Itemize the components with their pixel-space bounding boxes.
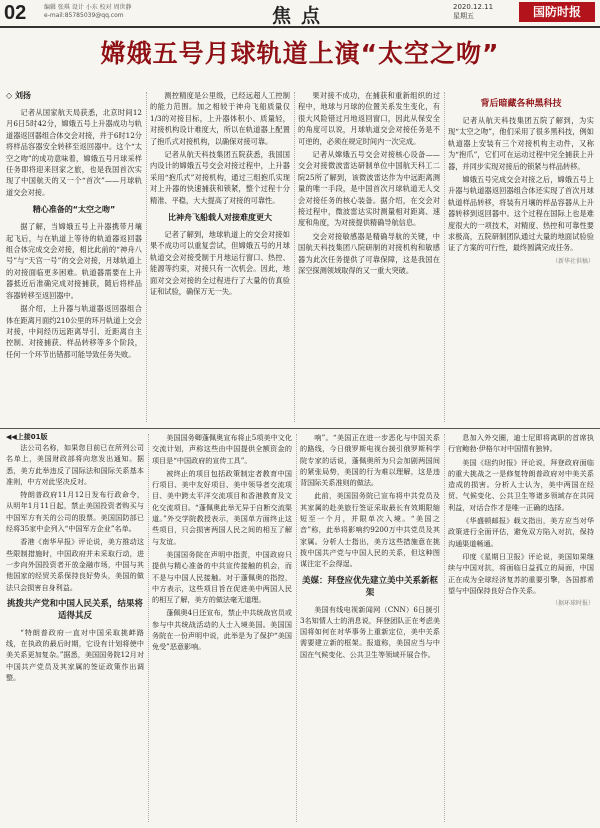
paragraph: 记者从航天科技集团五院了解到，为实现“太空之吻”，他们采用了很多黑科技，例如轨道器上安装有三个对接机构主动件，又称为“抱爪”，它们可在运动过程中完全捕获上升器，并同步实现对接后的锁紧与样品转移。	[448, 116, 594, 171]
paragraph: 嫦娥五号完成交会对接之后，嫦娥五号上升器与轨道器返回器组合体还实现了首次月球轨道样品转移，将装有月壤的样品容器从上升器转移到返回器中。这个过程在国际上也是难度很大的一项技术，对精度、热控和可靠性要求极高，五院研制团队通过大量的地面试验验证了方案的可行性，最终圆满完成任务。	[448, 175, 594, 253]
column-divider	[444, 434, 445, 822]
paragraph: 测控精度是公里级，已经远超人工控制的能力范围。加之相较于神舟飞船质量仅1/3的对接目标，上升器体积小、质量轻，对接机构设计难度大，所以在轨道器上配置了抱爪式对接机构，以确保对接可靠。	[150, 91, 290, 146]
column-divider	[296, 434, 297, 822]
paragraph: 美国国务卿蓬佩奥宣布将止5项美中文化交流计划，声称这些由中国提供全额资金的项目是“中国政府的宣传工具”。	[152, 433, 292, 465]
continuation-column-3	[300, 432, 440, 824]
subheading: 比神舟飞船载人对接难度更大	[168, 213, 272, 223]
paragraph: 美国《纽约时报》评论说，拜登政府面临的重大挑战之一是修复特朗普政府对中美关系造成的损害。分析人士认为，美中两国在经贸、气候变化、公共卫生等诸多领域存在共同利益，对话合作才是唯一正确的选择。	[448, 457, 594, 512]
paragraph: 记者了解到，地球轨道上的交会对接如果不成功可以重复尝试，但嫦娥五号的月球轨道交会对接受制于月地运行窗口、热控、能源等约束，对接只有一次机会。因此，地面对交会对接的全过程进行了大量的仿真验证和试验，确保万无一失。	[150, 230, 290, 297]
paragraph: 记者从嫦娥五号交会对接核心设备——交会对接微波雷达研制单位中国航天科工二院25所了解到，该微波雷达作为中远距离测量的唯一手段，是中国首次月球轨道无人交会对接任务的核心装备。据介绍，在交会对接过程中，微波雷达实时测量相对距离、速度和角度，为对接提供精确导航信息。	[298, 150, 440, 228]
continuation-column-2	[152, 432, 292, 824]
paragraph: 香港《南华早报》评论说，美方推动这些限制措施时，中国政府并未采取行动，进一步向外国投资者开放金融市场，中国与其他国家的经贸关系保持良好势头，美国的做法只会损害自身利益。	[6, 537, 144, 592]
staff-credits	[44, 4, 132, 20]
section-divider	[0, 428, 600, 429]
paragraph: 特朗普政府11月12日发布行政命令，从明年1月11日起，禁止美国投资者购买与中国军方有关的公司的股票。美国国防部已经将35家中企列入“中国军方企业”名单。	[6, 490, 144, 534]
subheading: 美媒：拜登应优先建立美中关系新框架	[301, 575, 438, 598]
article-column-1	[6, 90, 142, 423]
paragraph: 响”。“美国正在进一步恶化与中国关系的路线，今日俄罗斯电视台援引俄罗斯科学院专家的话说，蓬佩奥所为只会加剧两国间的紧张局势，美国的行为难以理解，这是违背国际关系准则的做法。	[300, 433, 440, 488]
continued-from-label: ◀◀上接01版	[6, 433, 48, 441]
paragraph: 记者从国家航天局获悉，北京时间12月6日5时42分，嫦娥五号上升器成功与轨道器返回器组合体交会对接，并于6时12分将样品容器安全转移至返回器中。这个“太空之吻”的成功意味着，嫦娥五号月球采样任务即将迎来回家之旅，也是我国首次实现了中国航天的又一个“首次”——月球轨道交会对接。	[6, 108, 142, 197]
section-title: 焦点	[272, 5, 331, 27]
column-divider	[148, 434, 149, 822]
continuation-column-4	[448, 432, 594, 824]
masthead	[0, 0, 600, 28]
article-credit: （据环球时报）	[551, 600, 594, 608]
paragraph: “特朗普政府一直对中国采取挑衅路线，在执政的最后时期，它设有计划将使中美关系更加复杂。”据悉，美国国务院12月对中国共产党员及其家属的签证政策作出调整。	[6, 627, 144, 683]
paragraph: 记者从航天科技集团五院获悉，我国国内设计的嫦娥五号交会对接过程中，上升器采用“抱爪式”对接机构，通过三组抱爪实现对上升器的快速捕获和锁紧，整个过程十分精准、平稳，大大提高了对接的可靠性。	[150, 150, 290, 205]
paragraph: 美国有线电视新闻网（CNN）6日援引3名知情人士的消息说，拜登团队正在考虑美国将如何在对华事务上重新定位，美中关系需要建立新的框架。报道称，美国应当与中国在气候变化、公共卫生等领域开展合作。	[300, 604, 440, 659]
article-column-3	[298, 90, 440, 423]
newspaper-logo: 国防时报	[519, 2, 595, 22]
article-column-2	[150, 90, 290, 423]
paragraph: 交会对接敏感器是精确导航的关键，中国航天科技集团八院研制的对接机构和敏感器为此次任务提供了可靠保障，这是我国在深空探测领域取得的又一重大突破。	[298, 231, 440, 276]
paragraph: 此前，美国国务院已宣布将中共党员及其家属的赴美旅行签证采取最长有效期限缩短至一个月，并限单次入境。“美国之音”称，此举将影响约9200万中共党员及其家属。分析人士指出，美方这些措施意在挑拨中国共产党与中国人民的关系，但这种图谋注定不会得逞。	[300, 491, 440, 569]
paragraph: 《华盛顿邮报》载文指出，美方应当对华政策进行全面评估，避免双方陷入对抗，保持沟通渠道畅通。	[448, 516, 594, 548]
paragraph: 果对接不成功，在捕获和重新组织的过程中，地球与月球的位置关系发生变化，有很大风险错过月地返回窗口，因此从保安全的角度可以说，月球轨道交会对接任务是不可逆的，必须在规定时间内一次完成。	[298, 91, 440, 146]
paragraph: 法公司名称，如果您目前已在所列公司名单上，美国财政部将向您发出通知。据悉，美方此举违反了国际法和国际关系基本准则，中方对此坚决反对。	[6, 443, 144, 486]
continuation-column-1	[6, 432, 144, 824]
subheading: 背后暗藏各种黑科技	[480, 99, 562, 109]
article-column-4	[448, 90, 594, 423]
email-line: e-mail:85785039@qq.com	[44, 12, 124, 19]
article-credit: （新华社供稿）	[551, 257, 594, 265]
column-divider	[146, 92, 147, 422]
column-divider	[444, 92, 445, 422]
column-divider	[294, 92, 295, 422]
staff-line: 编辑 张琪 设计 小东 校对 周世静	[44, 4, 132, 11]
paragraph: 美国国务院在声明中指责，中国政府只提供与精心准备的中共宣传接触的机会，而不是与中国人民接触。对于蓬佩奥的指控，中方表示，这些项目旨在促进美中两国人民的相互了解，美方的做法毫无道理。	[152, 549, 292, 605]
subheading: 挑拨共产党和中国人民关系，结果将适得其反	[6, 598, 143, 621]
weekday-text: 星期五	[453, 12, 474, 20]
paragraph: 息加入外交圈，迪士尼即将离职的首席执行官鲍勃·伊格尔对中国情有独钟。	[448, 433, 594, 454]
page-number: 02	[4, 2, 27, 24]
paragraph: 据介绍，上升器与轨道器返回器组合体在距离月面约210公里的环月轨道上交会对接，中间经历远距离导引、近距离自主控制、对接捕获、样品转移等多个阶段，任何一个环节出错都可能导致任务失败。	[6, 304, 142, 359]
issue-date	[453, 3, 493, 21]
subheading: 精心准备的“太空之吻”	[32, 205, 116, 215]
date-text: 2020.12.11	[453, 3, 494, 11]
paragraph: 蓬佩奥4日还宣布，禁止中共统战官员或参与中共统战活动的人士入境美国。美国国务院在一份声明中说，此举是为了保护“美国免受”恶意影响。	[152, 608, 292, 652]
paragraph: 据了解，当嫦娥五号上升器携带月壤起飞后，与在轨道上等待的轨道器返回器组合体完成交会对接，相比此前的“神舟八号”与“天宫一号”的交会对接，月球轨道上的对接面临更多困难。轨道器需要在上升器抵近后准确完成对接捕获，随后将样品容器转移至返回器中。	[6, 222, 142, 300]
article-byline: ◇ 刘扬	[6, 91, 31, 100]
paragraph: 被终止的项目包括政策制定者教育中国行项目、美中友好项目、美中领导者交流项目、美中跨太平洋交流项目和香港教育及文化交流项目。“蓬佩奥此举无异于自断交流渠道。”外交学院教授表示，美国单方面终止这些项目，只会损害两国人民之间的相互了解与友谊。	[152, 468, 292, 546]
article-headline: 嫦娥五号月球轨道上演“太空之吻”	[100, 39, 500, 68]
paragraph: 印度《星期日卫报》评论说，美国如果继续与中国对抗，将面临日益孤立的局面，中国正在成为全球经济复苏的重要引擎，各国都希望与中国保持良好合作关系。	[448, 551, 594, 595]
